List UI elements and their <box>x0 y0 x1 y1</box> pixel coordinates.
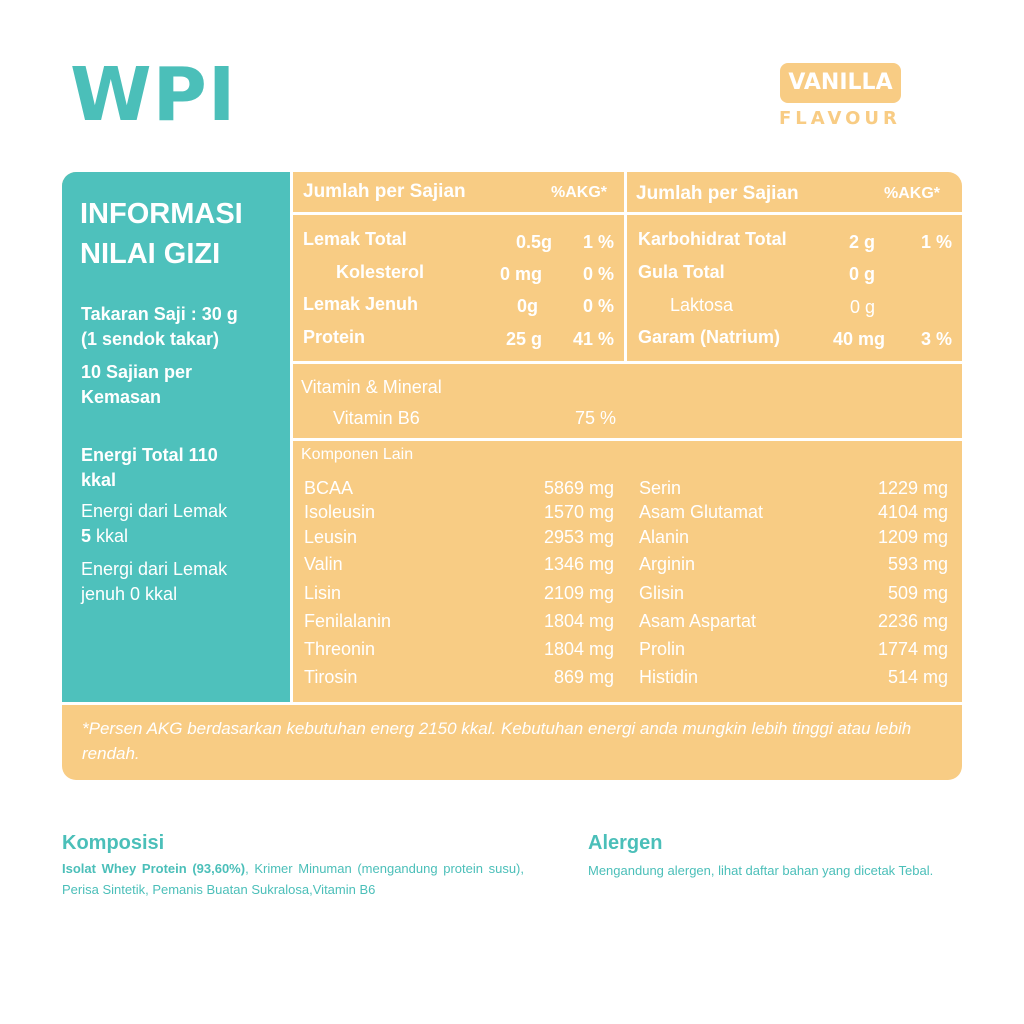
right-header-label: Jumlah per Sajian <box>636 183 799 204</box>
komponen-value: 1209 mg <box>877 527 948 547</box>
komponen-name: Alanin <box>639 527 690 547</box>
komponen-value: 514 mg <box>887 667 948 687</box>
komponen-name: Asam Glutamat <box>639 502 764 522</box>
row-amount: 2 g <box>848 232 875 252</box>
komposisi-title: Komposisi <box>62 832 165 854</box>
row-name: Karbohidrat Total <box>638 229 787 249</box>
komponen-name: BCAA <box>304 478 354 498</box>
row-name: Laktosa <box>670 295 734 315</box>
komponen-value: 593 mg <box>887 554 948 574</box>
serving-size: Takaran Saji : 30 g (1 sendok takar) <box>81 304 238 349</box>
brand-title: WPI <box>70 52 237 138</box>
row-amount: 25 g <box>505 329 542 349</box>
row-amount: 0 g <box>848 264 875 284</box>
komponen-value: 1570 mg <box>543 502 614 522</box>
row-amount: 0 mg <box>499 264 542 284</box>
nutrition-panel <box>62 172 962 780</box>
row-amount: 0 g <box>849 297 875 317</box>
komponen-value: 4104 mg <box>877 502 948 522</box>
komponen-value: 2953 mg <box>543 527 614 547</box>
row-akg: 1 % <box>582 232 614 252</box>
komponen-name: Histidin <box>639 667 699 687</box>
alergen-title: Alergen <box>588 832 663 854</box>
komponen-name: Serin <box>639 478 682 498</box>
row-akg: 41 % <box>572 329 614 349</box>
row-name: Garam (Natrium) <box>638 327 781 347</box>
komponen-value: 1346 mg <box>543 554 614 574</box>
energy-from-saturated-fat: Energi dari Lemak jenuh 0 kkal <box>81 559 228 604</box>
row-amount: 40 mg <box>832 329 885 349</box>
row-name: Protein <box>303 327 366 347</box>
energy-total: Energi Total 110 kkal <box>81 445 218 490</box>
flavour-badge: VANILLA <box>780 63 901 103</box>
vitamin-name: Vitamin B6 <box>333 408 420 428</box>
komponen-name: Lisin <box>304 583 342 603</box>
komponen-name: Isoleusin <box>304 502 376 522</box>
row-amount: 0g <box>516 296 538 316</box>
komponen-value: 1774 mg <box>877 639 948 659</box>
komponen-name: Asam Aspartat <box>639 611 757 631</box>
vitamin-section-title: Vitamin & Mineral <box>301 377 442 397</box>
alergen-body: Mengandung alergen, lihat daftar bahan yang dicetak Tebal. <box>588 863 934 878</box>
row-akg: 1 % <box>920 232 952 252</box>
row-akg: 3 % <box>920 329 952 349</box>
divider <box>293 212 962 215</box>
komponen-name: Arginin <box>639 554 696 574</box>
komposisi-body: Isolat Whey Protein (93,60%), Krimer Minuman (mengandung protein susu), Perisa Sintetik, Pemanis Buatan Sukralosa,Vitamin B6 <box>62 861 524 897</box>
divider <box>624 172 627 362</box>
row-name: Gula Total <box>638 262 725 282</box>
divider <box>62 702 962 705</box>
komponen-value: 509 mg <box>887 583 948 603</box>
left-header-label: Jumlah per Sajian <box>303 181 466 202</box>
komponen-value: 869 mg <box>553 667 614 687</box>
row-akg: 0 % <box>582 296 614 316</box>
nutrition-sidebar <box>62 172 290 704</box>
komponen-name: Prolin <box>639 639 686 659</box>
energy-from-fat: Energi dari Lemak 5 kkal <box>81 501 228 546</box>
row-amount: 0.5g <box>515 232 552 252</box>
komponen-name: Glisin <box>639 583 685 603</box>
komponen-name: Tirosin <box>304 667 358 687</box>
divider <box>293 438 962 441</box>
nutrition-title: INFORMASI NILAI GIZI <box>80 198 243 270</box>
row-name: Lemak Total <box>303 229 407 249</box>
komponen-value: 1804 mg <box>543 611 614 631</box>
komponen-name: Threonin <box>304 639 376 659</box>
right-header-akg: %AKG* <box>884 185 941 202</box>
komponen-name: Fenilalanin <box>304 611 392 631</box>
left-header-akg: %AKG* <box>551 184 608 201</box>
komponen-value: 2109 mg <box>543 583 614 603</box>
vitamin-value: 75 % <box>574 408 616 428</box>
akg-footnote: *Persen AKG berdasarkan kebutuhan energ 2150 kkal. Kebutuhan energi anda mungkin lebih tinggi atau lebih rendah. <box>82 719 912 763</box>
row-akg: 0 % <box>582 264 614 284</box>
komponen-value: 1804 mg <box>543 639 614 659</box>
komponen-value: 5869 mg <box>543 478 614 498</box>
komponen-name: Leusin <box>304 527 358 547</box>
komponen-value: 2236 mg <box>877 611 948 631</box>
komponen-value: 1229 mg <box>877 478 948 498</box>
row-name: Kolesterol <box>336 262 425 282</box>
divider <box>293 361 962 364</box>
flavour-label: FLAVOUR <box>779 108 901 129</box>
row-name: Lemak Jenuh <box>303 294 419 314</box>
komponen-section-title: Komponen Lain <box>301 446 414 463</box>
komponen-name: Valin <box>304 554 343 574</box>
servings-per-pack: 10 Sajian per Kemasan <box>81 362 193 407</box>
